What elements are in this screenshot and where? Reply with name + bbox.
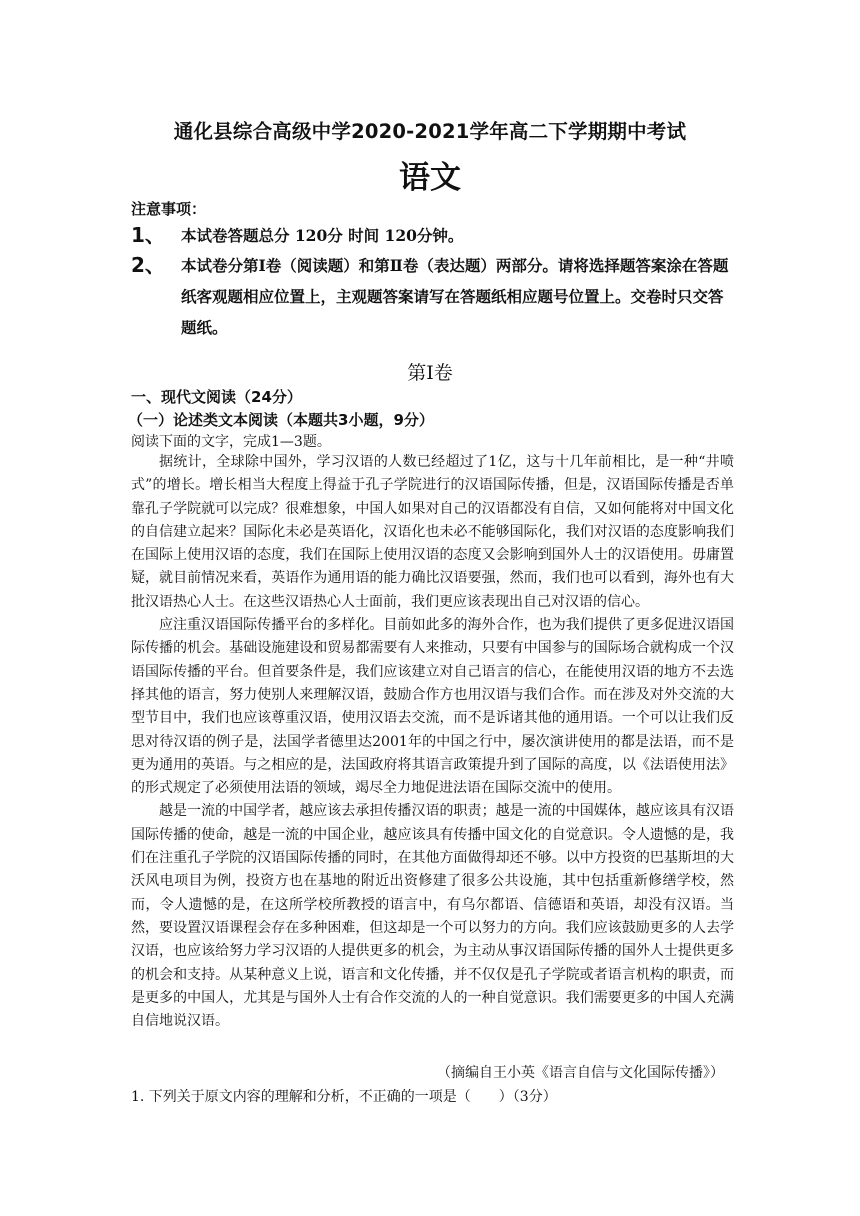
notice-item-number: 1、 [131, 223, 165, 247]
question-1: 1. 下列关于原文内容的理解和分析，不正确的一项是（ ）（3分） [131, 1089, 557, 1105]
notice-item-1 [131, 220, 731, 251]
notice-item-2 [131, 250, 731, 343]
passage-paragraph-2: 应注重汉语国际传播平台的多样化。目前如此多的海外合作，也为我们提供了更多促进汉语国际传播的机会。基础设施建设和贸易都需要有人来推动，只要有中国参与的国际场合就构成一个汉语国际传播的平台。但首要条件是，我们应该建立对自己语言的信心，在能使用汉语的地方不去选择其他的语言，努力使别人来理解汉语，鼓励合作方也用汉语与我们合作。而在涉及对外交流的大型节目中，我们也应该尊重汉语，使用汉语去交流，而不是诉诸其他的通用语。一个可以让我们反思对待汉语的例子是，法国学者德里达2001年的中国之行中，屡次演讲使用的都是法语，而不是更为通用的英语。与之相应的是，法国政府将其语言政策提升到了国际的高度，以《法语使用法》的形式规定了必须使用法语的领域，竭尽全力地促进法语在国际交流中的使用。 [131, 617, 734, 797]
section-heading: 一、现代文阅读（24分） [131, 388, 302, 406]
passage-source: （摘编自王小英《语言自信与文化国际传播》） [437, 1065, 724, 1081]
notice-item-text: 本试卷分第Ⅰ卷（阅读题）和第Ⅱ卷（表达题）两部分。请将选择题答案涂在答题纸客观题相应位置上，主观题答案请写在答题纸相应题号位置上。交卷时只交答题纸。 [181, 256, 729, 337]
notice-heading: 注意事项： [131, 200, 207, 218]
notice-item-number: 2、 [131, 253, 165, 277]
notice-item-text: 本试卷答题总分 120分 时间 120分钟。 [181, 226, 464, 245]
passage-paragraph-1: 据统计，全球除中国外，学习汉语的人数已经超过了1亿，这与十几年前相比，是一种“井喷式”的增长。增长相当大程度上得益于孔子学院进行的汉语国际传播，但是，汉语国际传播是否单靠孔子学院就可以完成？很难想象，中国人如果对自己的汉语都没有自信，又如何能将对中国文化的自信建立起来？国际化未必是英语化，汉语化也未必不能够国际化，我们对汉语的态度影响我们在国际上使用汉语的态度，我们在国际上使用汉语的态度又会影响到国外人士的汉语使用。毋庸置疑，就目前情况来看，英语作为通用语的能力确比汉语要强，然而，我们也可以看到，海外也有大批汉语热心人士。在这些汉语热心人士面前，我们更应该表现出自己对汉语的信心。 [131, 454, 734, 610]
reading-instruction: 阅读下面的文字，完成1—3题。 [131, 434, 331, 450]
passage-paragraph-3: 越是一流的中国学者，越应该去承担传播汉语的职责；越是一流的中国媒体，越应该具有汉语国际传播的使命，越是一流的中国企业，越应该具有传播中国文化的自觉意识。令人遗憾的是，我们在注重孔子学院的汉语国际传播的同时，在其他方面做得却还不够。以中方投资的巴基斯坦的大沃风电项目为例，投资方也在基地的附近出资修建了很多公共设施，其中包括重新修缮学校，然而，令人遗憾的是，在这所学校所教授的语言中，有乌尔都语、信德语和英语，却没有汉语。当然，要设置汉语课程会存在多种困难，但这却是一个可以努力的方向。我们应该鼓励更多的人去学汉语，也应该给努力学习汉语的人提供更多的机会，为主动从事汉语国际传播的国外人士提供更多的机会和支持。从某种意义上说，语言和文化传播，并不仅仅是孔子学院或者语言机构的职责，而是更多的中国人，尤其是与国外人士有合作交流的人的一种自觉意识。我们需要更多的中国人充满自信地说汉语。 [131, 803, 734, 1030]
subject-title: 语文 [399, 160, 461, 196]
subsection-heading: （一）论述类文本阅读（本题共3小题，9分） [128, 411, 434, 429]
exam-title: 通化县综合高级中学2020-2021学年高二下学期期中考试 [173, 120, 687, 143]
reading-passage [131, 451, 734, 1033]
volume-title: 第Ⅰ卷 [407, 362, 453, 384]
